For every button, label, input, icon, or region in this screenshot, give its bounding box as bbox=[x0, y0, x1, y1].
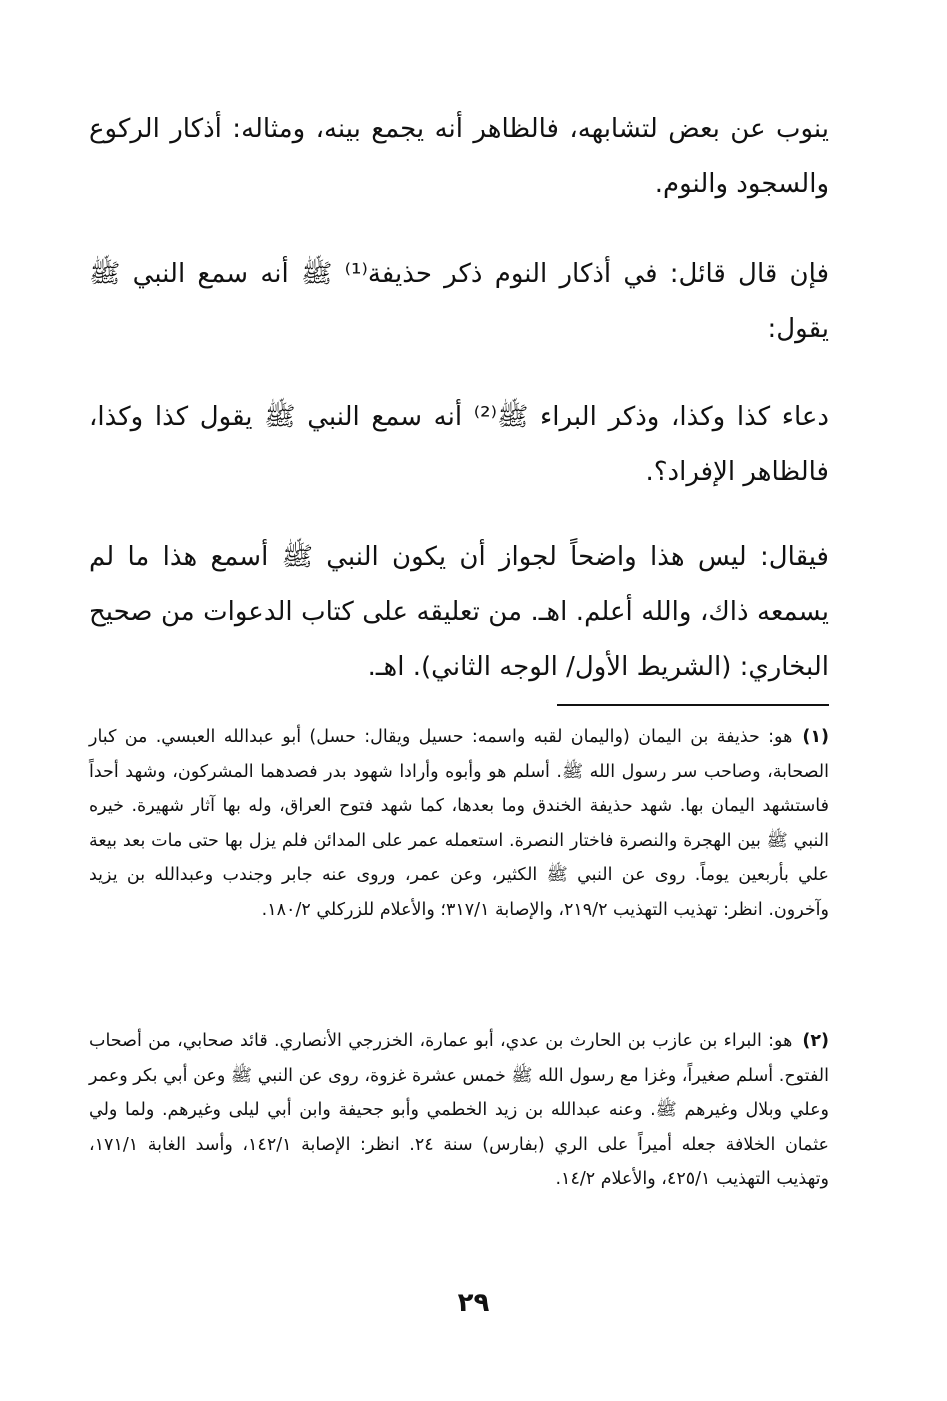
footnote-number: (١) bbox=[802, 727, 829, 747]
footnote bbox=[89, 720, 829, 927]
footnote bbox=[89, 1024, 829, 1197]
footnote-number: (٢) bbox=[802, 1031, 829, 1051]
body-paragraph: دعاء كذا وكذا، وذكر البراء ﷺ⁽²⁾ أنه سمع النبي ﷺ يقول كذا وكذا، فالظاهر الإفراد؟. bbox=[89, 402, 829, 487]
footnote-text: هو: حذيفة بن اليمان (واليمان لقبه واسمه: حسيل ويقال: حسل) أبو عبدالله العبسي. من كبار الصحابة، وصاحب سر رسول الله ﷺ. أسلم هو وأبوه وأرادا شهود بدر فصدهما المشركون، وشهد أحداً فاستشهد اليمان بها. شهد حذيفة الخندق وما بعدها، كما شهد فتوح العراق، وله بها آثار شهيرة. خيره النبي ﷺ بين الهجرة والنصرة فاختار النصرة. استعمله عمر على المدائن فلم يزل بها حتى مات بعد بيعة علي بأربعين يوماً. روى عن النبي ﷺ الكثير، وعن عمر، وروى عنه جابر وجندب وعبدالله بن يزيد وآخرون. انظر: تهذيب التهذيب ٢١٩/٢، والإصابة ٣١٧/١؛ والأعلام للزركلي ١٨٠/٢. bbox=[89, 727, 829, 920]
page-number: ٢٩ bbox=[457, 1288, 490, 1318]
footnote-separator bbox=[557, 704, 829, 706]
body-paragraph: ينوب عن بعض لتشابهه، فالظاهر أنه يجمع بينه، ومثاله: أذكار الركوع والسجود والنوم. bbox=[89, 114, 829, 199]
footnote-text: هو: البراء بن عازب بن الحارث بن عدي، أبو عمارة، الخزرجي الأنصاري. قائد صحابي، من أصحاب الفتوح. أسلم صغيراً، وغزا مع رسول الله ﷺ خمس عشرة غزوة، روى عن النبي ﷺ وعن أبي بكر وعمر وعلي وبلال وغيرهم ﷺ. وعنه عبدالله بن زيد الخطمي وأبو جحيفة وابن أبي ليلى وغيرهم. ولما ولي عثمان الخلافة جعله أميراً على الري (بفارس) سنة ٢٤. انظر: الإصابة ١٤٢/١، وأسد الغابة ١٧١/١، وتهذيب التهذيب ٤٢٥/١، والأعلام ١٤/٢. bbox=[89, 1031, 829, 1189]
body-paragraph: فإن قال قائل: في أذكار النوم ذكر حذيفة⁽¹⁾ ﷺ أنه سمع النبي ﷺ يقول: bbox=[89, 259, 829, 344]
body-paragraph: فيقال: ليس هذا واضحاً لجواز أن يكون النبي ﷺ أسمع هذا ما لم يسمعه ذاك، والله أعلم. اهـ. من تعليقه على كتاب الدعوات من صحيح البخاري: (الشريط الأول/ الوجه الثاني). اهـ. bbox=[89, 542, 829, 682]
